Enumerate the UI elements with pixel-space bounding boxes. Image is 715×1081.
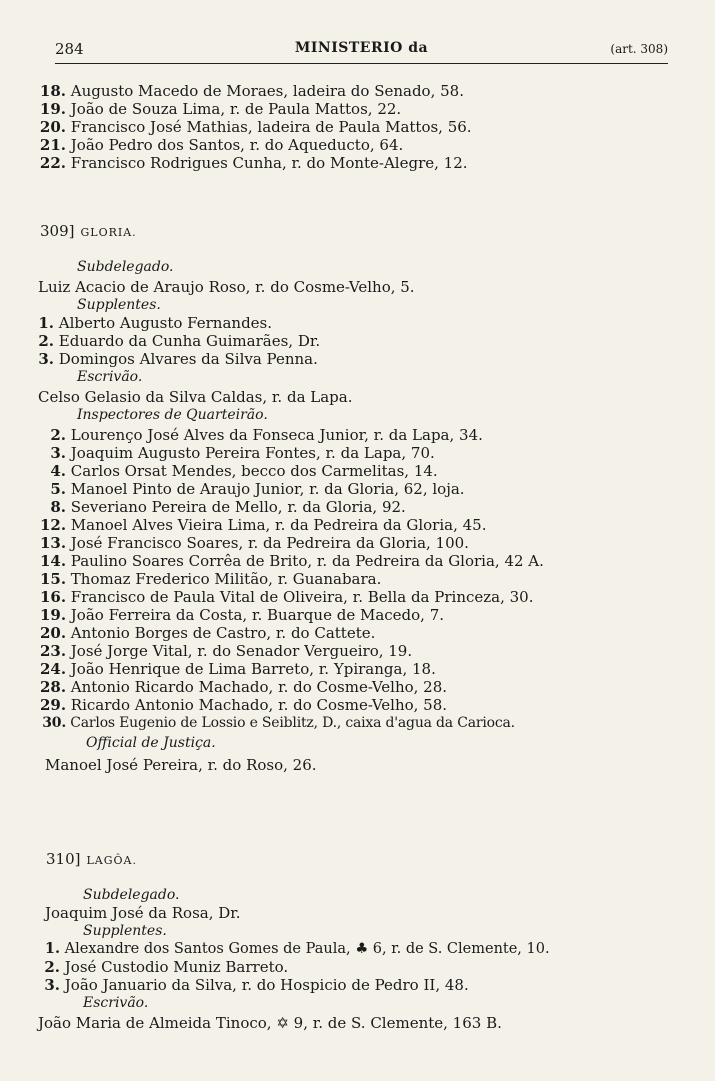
entry: Luiz Acacio de Araujo Roso, r. do Cosme-Velho, 5.: [38, 278, 415, 296]
list-item: 24. João Henrique de Lima Barreto, r. Ypiranga, 18.: [40, 660, 436, 678]
list-item: 5. Manoel Pinto de Araujo Junior, r. da Gloria, 62, loja.: [50, 480, 465, 498]
role-label: Subdelegado.: [77, 259, 174, 275]
list-item: 19. João Ferreira da Costa, r. Buarque de Macedo, 7.: [40, 606, 445, 624]
list-item: 13. José Francisco Soares, r. da Pedreira da Gloria, 100.: [40, 534, 469, 552]
list-item: 3. Joaquim Augusto Pereira Fontes, r. da Lapa, 70.: [50, 444, 435, 462]
page-number: 284: [55, 40, 84, 58]
header-rule: [55, 63, 668, 64]
list-item: 1. Alexandre dos Santos Gomes de Paula, ♣ 6, r. de S. Clemente, 10.: [44, 940, 550, 957]
entry: Celso Gelasio da Silva Caldas, r. da Lapa.: [38, 388, 353, 406]
list-item: 16. Francisco de Paula Vital de Oliveira, r. Bella da Princeza, 30.: [40, 588, 534, 606]
list-item: 1. Alberto Augusto Fernandes.: [38, 314, 273, 332]
section-heading: 310] LAGÔA.: [46, 850, 137, 868]
role-label: Official de Justiça.: [86, 735, 216, 751]
list-item: 23. José Jorge Vital, r. do Senador Vergueiro, 19.: [40, 642, 413, 660]
entry: Joaquim José da Rosa, Dr.: [45, 904, 241, 922]
list-item: 20. Francisco José Mathias, ladeira de Paula Mattos, 56.: [39, 118, 472, 136]
list-item: 14. Paulino Soares Corrêa de Brito, r. da Pedreira da Gloria, 42 A.: [40, 552, 544, 570]
list-item: 4. Carlos Orsat Mendes, becco dos Carmelitas, 14.: [50, 462, 438, 480]
list-item: 12. Manoel Alves Vieira Lima, r. da Pedreira da Gloria, 45.: [40, 516, 487, 534]
list-item: 21. João Pedro dos Santos, r. do Aqueducto, 64.: [39, 136, 404, 154]
list-item: 28. Antonio Ricardo Machado, r. do Cosme-Velho, 28.: [40, 678, 448, 696]
list-item: 30. Carlos Eugenio de Lossio e Seiblitz, D., caixa d'agua da Carioca.: [42, 715, 515, 731]
list-item: 8. Severiano Pereira de Mello, r. da Gloria, 92.: [50, 498, 406, 516]
role-label: Escrivão.: [77, 369, 143, 385]
list-item: 20. Antonio Borges de Castro, r. do Cattete.: [40, 624, 376, 642]
list-item: 3. Domingos Alvares da Silva Penna.: [38, 350, 318, 368]
list-item: 3. João Januario da Silva, r. do Hospicio de Pedro II, 48.: [44, 976, 469, 994]
role-label: Subdelegado.: [83, 887, 180, 903]
role-label: Supplentes.: [77, 297, 161, 313]
list-item: 2. Lourenço José Alves da Fonseca Junior, r. da Lapa, 34.: [50, 426, 483, 444]
role-label: Supplentes.: [83, 923, 167, 939]
page-header: [55, 38, 668, 62]
entry: João Maria de Almeida Tinoco, ✡ 9, r. de S. Clemente, 163 B.: [38, 1014, 502, 1032]
list-item: 18. Augusto Macedo de Moraes, ladeira do Senado, 58.: [39, 82, 464, 100]
running-title: MINISTERIO da: [294, 40, 429, 56]
role-label: Inspectores de Quarteirão.: [77, 407, 268, 423]
list-item: 15. Thomaz Frederico Militão, r. Guanabara.: [40, 570, 382, 588]
role-label: Escrivão.: [83, 995, 149, 1011]
list-item: 22. Francisco Rodrigues Cunha, r. do Monte-Alegre, 12.: [39, 154, 468, 172]
section-heading: 309] GLORIA.: [40, 222, 137, 240]
list-item: 19. João de Souza Lima, r. de Paula Mattos, 22.: [39, 100, 402, 118]
list-item: 2. Eduardo da Cunha Guimarães, Dr.: [38, 332, 321, 350]
article-reference: (art. 308): [610, 42, 668, 56]
list-item: 2. José Custodio Muniz Barreto.: [44, 958, 289, 976]
list-item: 29. Ricardo Antonio Machado, r. do Cosme-Velho, 58.: [40, 696, 448, 714]
entry: Manoel José Pereira, r. do Roso, 26.: [45, 756, 317, 774]
